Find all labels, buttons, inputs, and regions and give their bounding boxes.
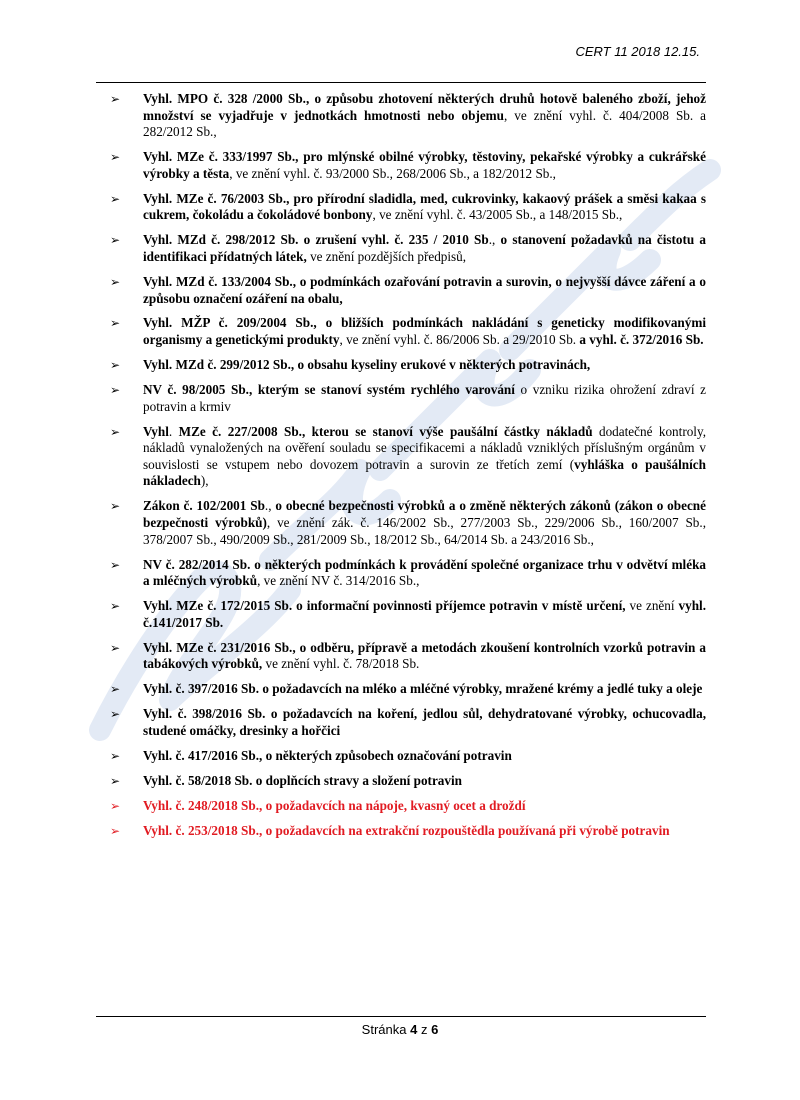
list-item <box>110 498 706 548</box>
arrow-bullet-icon: ➢ <box>110 383 121 398</box>
item-text-bold: Vyhl. č. 397/2016 Sb. o požadavcích na mléko a mléčné výrobky, mražené krémy a jedlé tuky a oleje <box>143 681 703 697</box>
item-text: , ve znění vyhl. č. 93/2000 Sb., 268/2006 Sb., a 182/2012 Sb., <box>229 165 556 181</box>
item-text: dodatečné kontroly, nákladů vynaložených na ověření souladu se specifikacemi a nákladů vzniklých příslušným orgánům v souvislosti se vstupem nebo dovozem potravin a surovin ze třetích zemí ( <box>143 423 706 472</box>
list-item <box>110 681 706 698</box>
arrow-bullet-icon: ➢ <box>110 191 121 206</box>
item-text-bold: Vyhl. MZe č. 172/2015 Sb. o informační povinnosti příjemce potravin v místě určení, <box>143 598 626 614</box>
arrow-bullet-icon: ➢ <box>110 599 121 614</box>
page-label: Stránka <box>361 1022 407 1037</box>
list-item <box>110 315 706 348</box>
item-text-bold: Vyhl. č. 58/2018 Sb. o doplňcích stravy a složení potravin <box>143 772 462 788</box>
item-text-bold: NV č. 98/2005 Sb., kterým se stanoví systém rychlého varování <box>143 382 515 398</box>
page-separator: z <box>420 1022 428 1037</box>
arrow-bullet-icon: ➢ <box>110 233 121 248</box>
item-text-bold: Vyhl. MZd č. 299/2012 Sb., o obsahu kyseliny erukové v některých potravinách, <box>143 357 591 373</box>
list-item <box>110 357 706 374</box>
item-text-bold: Vyhl. č. 248/2018 Sb., o požadavcích na nápoje, kvasný ocet a droždí <box>143 797 526 813</box>
list-item <box>110 598 706 631</box>
item-text-bold: Vyhl. MZe č. 76/2003 Sb., pro přírodní sladidla, med, cukrovinky, kakaový prášek a směsi kakaa s cukrem, čokoládu a čokoládové bonbony <box>143 190 706 223</box>
item-text-bold: vyhl. č.141/2017 Sb. <box>143 598 706 630</box>
item-text: ), <box>200 473 209 489</box>
arrow-bullet-icon: ➢ <box>110 748 121 763</box>
list-item <box>110 773 706 790</box>
item-text: ve znění vyhl. č. 78/2018 Sb. <box>262 656 420 672</box>
arrow-bullet-icon: ➢ <box>110 823 121 838</box>
item-text: o vzniku rizika ohrožení zdraví z potravin a krmiv <box>143 382 707 414</box>
arrow-bullet-icon: ➢ <box>110 798 121 813</box>
arrow-bullet-icon: ➢ <box>110 274 121 289</box>
item-text-bold: MZe č. 227/2008 Sb., kterou se stanoví výše paušální částky nákladů <box>178 423 593 439</box>
item-text: ., <box>264 498 276 514</box>
item-text-bold: Vyhl. MŽP č. 209/2004 Sb., o bližších podmínkách nakládání s geneticky modifikovanými organismy a genetickými produkty <box>143 315 706 348</box>
current-page-number: 4 <box>410 1022 418 1037</box>
list-item <box>110 823 706 840</box>
item-text-bold: Vyhl. MPO č. 328 /2000 Sb., o způsobu zhotovení některých druhů hotově baleného zboží, jehož množství se vyjadřuje v jednotkách hmotnosti nebo objemu <box>143 91 706 123</box>
total-page-count: 6 <box>431 1022 439 1037</box>
arrow-bullet-icon: ➢ <box>110 424 121 439</box>
item-text-bold: Zákon č. 102/2001 Sb <box>143 498 265 514</box>
arrow-bullet-icon: ➢ <box>110 640 121 655</box>
item-text: , ve znění vyhl. č. 86/2006 Sb. a 29/2010 Sb. <box>339 332 580 348</box>
arrow-bullet-icon: ➢ <box>110 358 121 373</box>
item-text-bold: Vyhl <box>143 423 169 439</box>
list-item <box>110 382 706 415</box>
item-text-bold: Vyhl. č. 253/2018 Sb., o požadavcích na extrakční rozpouštědla používaná při výrobě potravin <box>143 822 670 838</box>
list-item <box>110 798 706 815</box>
header-divider <box>96 82 706 83</box>
page-footer <box>0 1022 800 1037</box>
arrow-bullet-icon: ➢ <box>110 773 121 788</box>
arrow-bullet-icon: ➢ <box>110 92 121 106</box>
list-item <box>110 748 706 765</box>
arrow-bullet-icon: ➢ <box>110 499 121 514</box>
item-text-bold: Vyhl. MZe č. 231/2016 Sb., o odběru, přípravě a metodách zkoušení kontrolních vzorků potravin a tabákových výrobků, <box>143 639 706 672</box>
item-text: ., <box>488 232 501 248</box>
arrow-bullet-icon: ➢ <box>110 707 121 722</box>
list-item <box>110 706 706 739</box>
arrow-bullet-icon: ➢ <box>110 557 121 572</box>
item-text: , ve znění vyhl. č. 43/2005 Sb., a 148/2015 Sb., <box>372 207 623 223</box>
arrow-bullet-icon: ➢ <box>110 682 121 697</box>
list-item <box>110 424 706 490</box>
item-text-bold: o obecné bezpečnosti výrobků a o změně některých zákonů (zákon o obecné bezpečnosti výrobků) <box>143 498 706 530</box>
legislation-list <box>110 91 706 848</box>
item-text-bold: o stanovení požadavků na čistotu a identifikaci přídatných látek, <box>143 232 707 264</box>
item-text: , ve znění vyhl. č. 404/2008 Sb. a 282/2012 Sb., <box>143 107 707 140</box>
list-item <box>110 232 706 265</box>
item-text: , ve znění NV č. 314/2016 Sb., <box>257 573 420 589</box>
item-text-bold: vyhláška o paušálních nákladech <box>143 456 706 489</box>
list-item <box>110 149 706 182</box>
item-text: , ve znění zák. č. 146/2002 Sb., 277/2003 Sb., 229/2006 Sb., 160/2007 Sb., 378/2007 Sb., 490/2009 Sb., 281/2009 Sb., 18/2012 Sb., 64/2014 Sb. a 243/2016 Sb., <box>143 514 706 547</box>
item-text: ve znění pozdějších předpisů, <box>306 248 467 264</box>
list-item <box>110 640 706 673</box>
item-text-bold: Vyhl. č. 398/2016 Sb. o požadavcích na koření, jedlou sůl, dehydratované výrobky, ochucovadla, studené omáčky, dresinky a hořčici <box>143 706 706 738</box>
item-text-bold: Vyhl. MZe č. 333/1997 Sb., pro mlýnské obilné výrobky, těstoviny, pekařské výrobky a cukrářské výrobky a těsta <box>143 149 706 181</box>
item-text-bold: Vyhl. MZd č. 298/2012 Sb. o zrušení vyhl. č. 235 / 2010 Sb <box>143 232 489 248</box>
item-text-bold: a vyhl. č. 372/2016 Sb. <box>579 332 704 348</box>
list-item <box>110 557 706 590</box>
list-item <box>110 274 706 307</box>
list-item <box>110 91 706 141</box>
item-text-bold: Vyhl. č. 417/2016 Sb., o některých způsobech označování potravin <box>143 747 512 763</box>
item-text-bold: Vyhl. MZd č. 133/2004 Sb., o podmínkách ozařování potravin a surovin, o nejvyšší dávce záření a o způsobu označení ozáření na obalu, <box>143 273 706 306</box>
footer-divider <box>96 1016 706 1017</box>
document-header-code: CERT 11 2018 12.15. <box>575 44 700 59</box>
item-text: . <box>168 423 179 439</box>
item-text: ve znění <box>625 598 679 614</box>
arrow-bullet-icon: ➢ <box>110 150 121 165</box>
item-text-bold: NV č. 282/2014 Sb. o některých podmínkách k provádění společné organizace trhu v odvětví mléka a mléčných výrobků <box>143 556 706 589</box>
arrow-bullet-icon: ➢ <box>110 316 121 331</box>
list-item <box>110 191 706 224</box>
